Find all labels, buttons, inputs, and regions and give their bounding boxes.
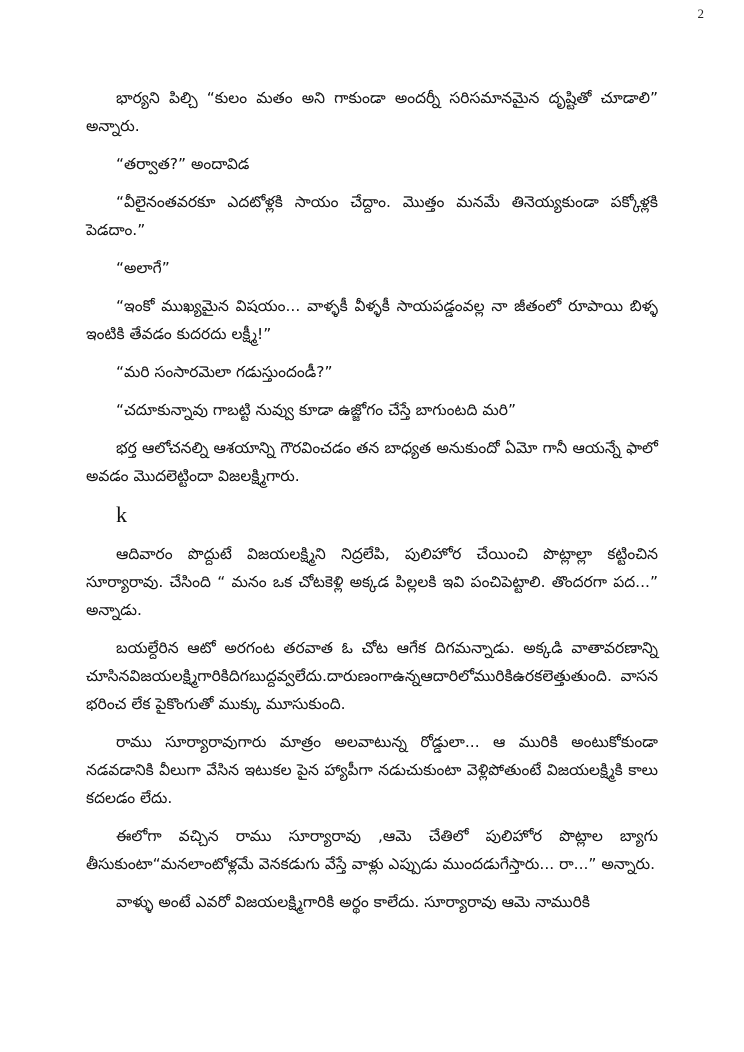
paragraph: బయల్దేరిన ఆటో అరగంట తరవాత ఓ చోట ఆగేక దిగమన్నాడు. అక్కడి వాతావరణాన్ని చూసినవిజయలక్ష్మిగారికిదిగబుద్దవ్వలేదు.దారుణంగాఉన్నఆదారిలోమురికిఉరకలెత్తుతుంది. వాసన భరించ లేక పైకొంగుతో ముక్కు మూసుకుంది. xyxy=(86,639,658,713)
paragraph: “అలాగే” xyxy=(116,259,170,277)
paragraph: “తర్వాత?” అందావిడ xyxy=(116,155,250,173)
paragraph: “చదూకున్నావు గాబట్టి నువ్వు కూడా ఉజ్జోగం చేస్తే బాగుంటది మరి” xyxy=(116,401,516,419)
paragraph: “మరి సంసారమెలా గడుస్తుందండీ?” xyxy=(116,363,333,381)
section-break-mark: k xyxy=(116,502,127,527)
paragraph: ఆదివారం పొద్దుటే విజయలక్ష్మిని నిద్రలేపి, పులిహోర చేయించి పొట్లాల్లా కట్టించిన సూర్యారావు. చేసింది “ మనం ఒక చోటకెళ్లి అక్కడ పిల్లలకి ఇవి పంచిపెట్టాలి. తొందరగా పద...” అన్నాడు. xyxy=(86,545,658,619)
page-number: 2 xyxy=(697,6,704,21)
paragraph: భార్యని పిల్చి “కులం మతం అని గాకుండా అందర్నీ సరిసమానమైన దృష్టితో చూడాలి” అన్నారు. xyxy=(86,89,658,135)
paragraph: భర్త ఆలోచనల్ని ఆశయాన్ని గౌరవించడం తన బాధ్యత అనుకుందో ఏమో గానీ ఆయన్నే ఫాలో అవడం మొదలెట్టిందా విజలక్ష్మిగారు. xyxy=(86,439,658,485)
document-body xyxy=(86,84,658,926)
paragraph: వాళ్ళు అంటే ఎవరో విజయలక్ష్మిగారికి అర్థం కాలేదు. సూర్యారావు ఆమె నామురికి xyxy=(116,893,590,911)
paragraph: “వీలైనంతవరకూ ఎదటోళ్లకి సాయం చేద్దాం. మొత్తం మనమే తినెయ్యకుండా పక్కోళ్లకి పెడదాం.” xyxy=(86,193,658,239)
paragraph: రాము సూర్యారావుగారు మాత్రం అలవాటున్న రోడ్డులా... ఆ మురికి అంటుకోకుండా నడవడానికి వీలుగా వేసిన ఇటుకల పైన హ్యాపీగా నడుచుకుంటా వెళ్లిపోతుంటే విజయలక్ష్మికి కాలు కదలడం లేదు. xyxy=(86,733,658,807)
paragraph: “ఇంకో ముఖ్యమైన విషయం... వాళ్ళకీ వీళ్ళకీ సాయపడ్డంవల్ల నా జీతంలో రూపాయి బిళ్ళ ఇంటికి తేవడం కుదరదు లక్ష్మీ!” xyxy=(86,297,658,343)
paragraph: ఈలోగా వచ్చిన రాము సూర్యారావు ,ఆమె చేతిలో పులిహోర పొట్లాల బ్యాగు తీసుకుంటా“మనలాంటోళ్లమే వెనకడుగు వేస్తే వాళ్లు ఎప్పుడు ముందడుగేస్తారు... రా...” అన్నారు. xyxy=(86,827,658,873)
